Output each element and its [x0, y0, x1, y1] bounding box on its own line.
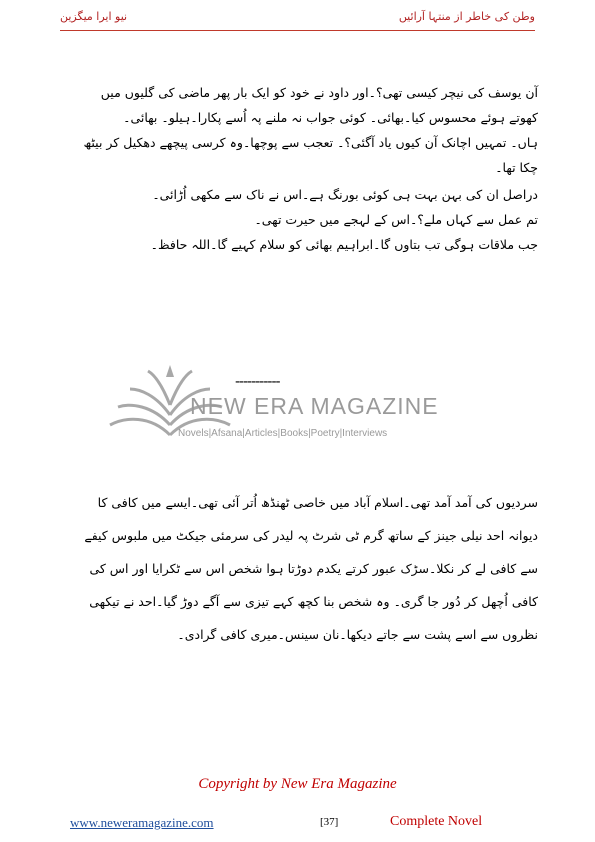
- paragraph-line: کافی اُچھل کر دُور جا گری۔ وہ شخص بنا کچھ کہے تیزی سے آگے دوڑ گیا۔احد نے تیکھی: [89, 594, 538, 609]
- paragraph-line: تم عمل سے کہاں ملے؟۔اس کے لہجے میں حیرت تھی۔: [254, 212, 538, 227]
- paragraph-line: سردیوں کی آمد آمد تھی۔اسلام آباد میں خاصی ٹھنڈھ اُتر آئی تھی۔ایسے میں کافی کا: [97, 495, 538, 510]
- paragraph-line: آن یوسف کی نیچر کیسی تھی؟۔اور داود نے خود کو ایک بار پھر ماضی کی گلیوں میں: [100, 85, 538, 100]
- section-1-dialogue: [60, 80, 538, 180]
- paragraph-line: دیوانہ احد نیلی جینز کے ساتھ گرم ٹی شرٹ پہ لیدر کی سرمئی جیکٹ میں ملبوس کیفے: [84, 528, 538, 543]
- footer-website-link[interactable]: www.neweramagazine.com: [70, 815, 214, 830]
- footer-page-number: [37]: [320, 816, 339, 828]
- paragraph-line: چکا تھا۔: [495, 160, 538, 175]
- header-divider: [60, 30, 535, 31]
- paragraph-line: نظروں سے اسے پشت سے جاتے دیکھا۔نان سینس۔میری کافی گرادی۔: [177, 627, 538, 642]
- header-magazine-title: نیو ایرا میگزین: [60, 10, 128, 23]
- footer-category-label: Complete Novel: [390, 814, 483, 829]
- watermark-brand: NEW ERA MAGAZINE: [190, 393, 439, 419]
- watermark-tagline: Novels|Afsana|Articles|Books|Poetry|Interviews: [178, 428, 388, 439]
- section-1-dialogue-cont: [60, 182, 538, 257]
- header-novel-title: وطن کی خاطر از منتہا آرائیں: [398, 10, 535, 23]
- paragraph-line: ہاں۔ تمہیں اچانک آن کیوں یاد آگئی؟۔ تعجب سے پوچھا۔وہ کرسی پیچھے دھکیل کر بیٹھ: [83, 135, 538, 150]
- section-2-narrative: [60, 486, 538, 651]
- paragraph-line: سے کافی لے کر نکلا۔سڑک عبور کرتے یکدم دوڑتا ہوا شخص اس سے ٹکرایا اور اس کی: [89, 561, 538, 576]
- section-divider-dashes: -----------: [235, 374, 280, 390]
- footer-copyright: Copyright by New Era Magazine: [198, 776, 397, 792]
- paragraph-line: دراصل ان کی بہن بہت ہی کوئی بورنگ ہے۔اس نے ناک سے مکھی اُڑائی۔: [152, 187, 538, 202]
- watermark: [100, 345, 439, 445]
- paragraph-line: کھوتے ہوئے محسوس کیا۔بھائی۔ کوئی جواب نہ ملنے پہ اُسے پکارا۔ہیلو۔ بھائی۔: [123, 110, 538, 125]
- paragraph-line: جب ملاقات ہوگی تب بتاوں گا۔ابراہیم بھائی کو سلام کہیے گا۔اللہ حافظ۔: [150, 237, 538, 252]
